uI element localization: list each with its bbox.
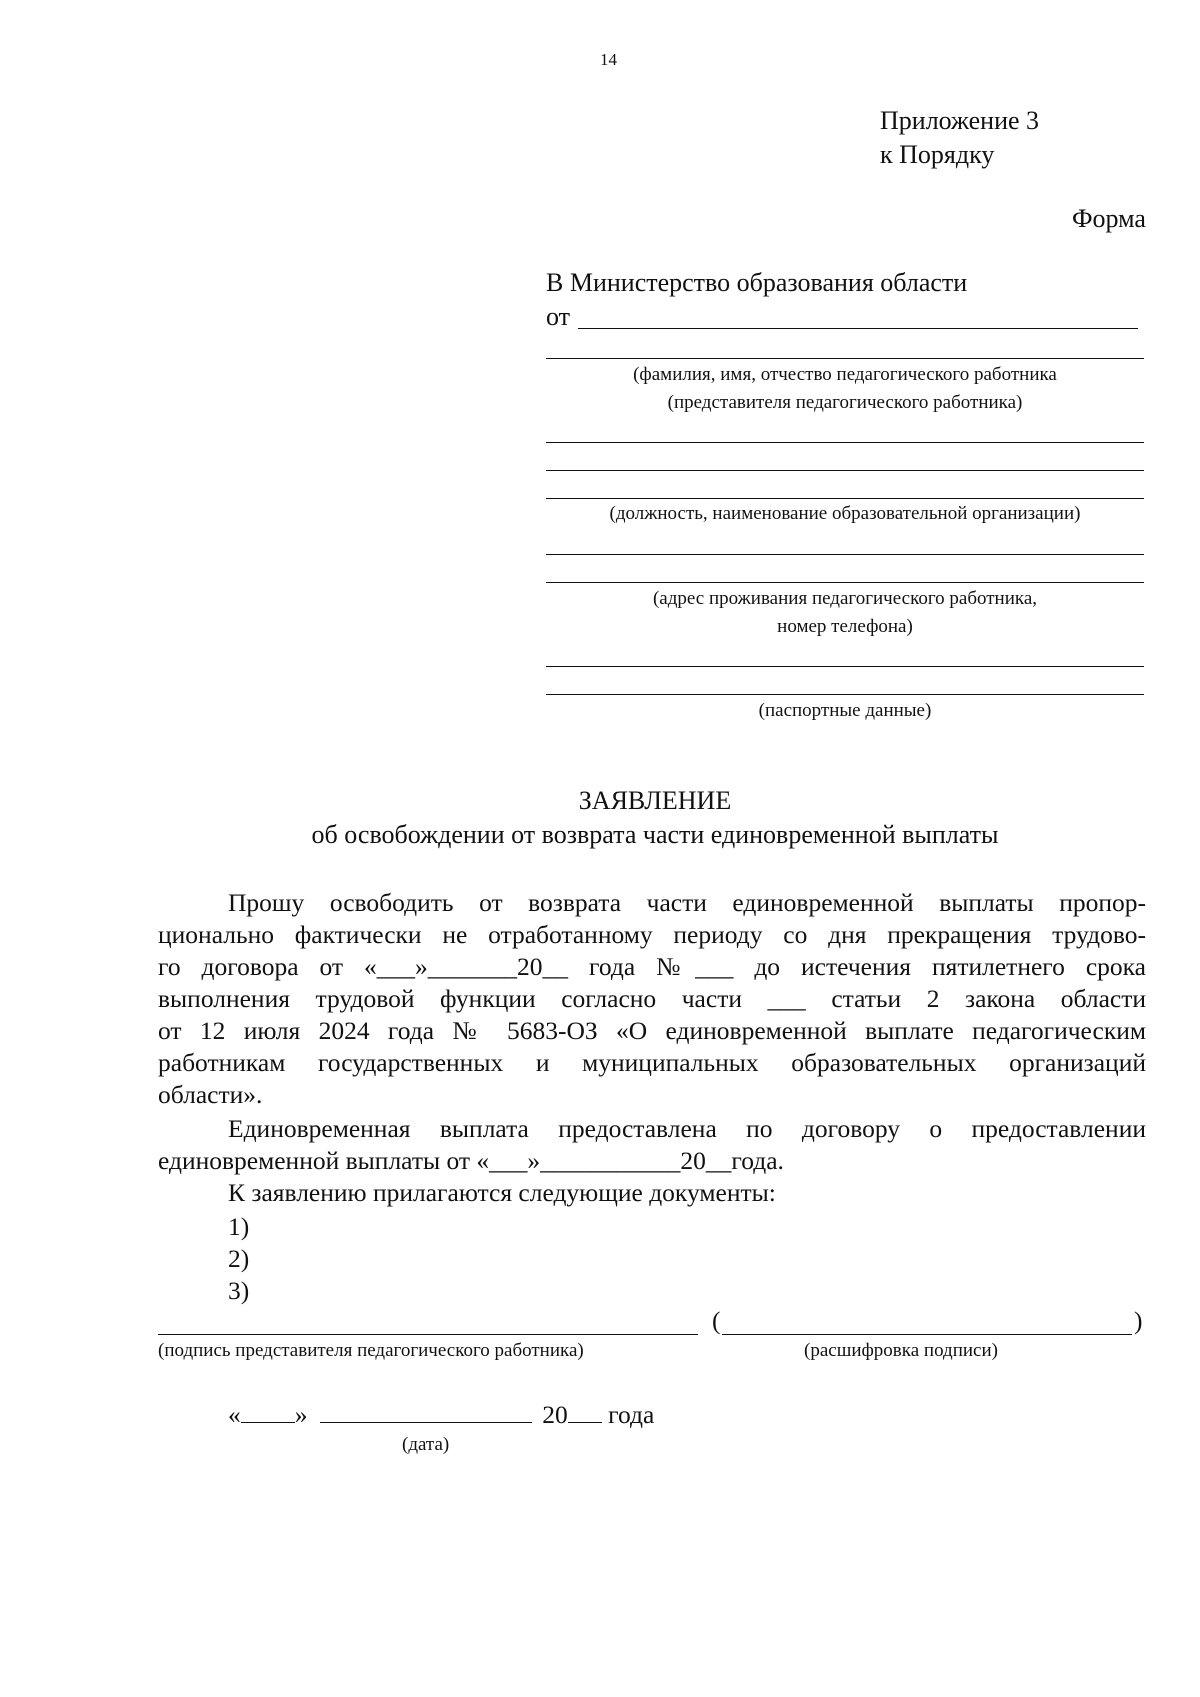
decode-close-paren: ) xyxy=(1134,1306,1143,1335)
position-line-3[interactable] xyxy=(546,498,1144,499)
page-number: 14 xyxy=(600,50,617,69)
date-year-word: года xyxy=(608,1400,655,1429)
from-prefix: от xyxy=(546,302,571,331)
caption-position: (должность, наименование образовательной организации) xyxy=(609,503,1081,524)
caption-address-1: (адрес проживания педагогического работника, xyxy=(652,588,1038,609)
paragraph-1-line-4: выполнения трудовой функции согласно части ___ статьи 2 закона области xyxy=(158,984,1146,1013)
paragraph-1-line-3: го договора от «___»_______20__ года №___ до истечения пятилетнего срока xyxy=(158,952,1146,981)
addressee-ministry: В Министерство образования области xyxy=(546,268,968,297)
date-year-prefix: 20 xyxy=(542,1400,568,1429)
caption-address-2: номер телефона) xyxy=(777,616,913,637)
name-line-2[interactable] xyxy=(546,358,1144,359)
appendix-line-2: к Порядку xyxy=(880,140,995,169)
paragraph-1-line-5: от 12 июля 2024 года № 5683-ОЗ «О единовременной выплате педагогическим xyxy=(158,1016,1146,1045)
paragraph-2-line-2: единовременной выплаты от «___»___________20__года. xyxy=(158,1146,784,1175)
document-subtitle: об освобождении от возврата части единовременной выплаты xyxy=(311,820,999,849)
paragraph-1-line-1: Прошу освободить от возврата части единовременной выплаты пропор- xyxy=(228,888,1146,917)
form-label: Форма xyxy=(1072,204,1146,233)
date-open-quote: « xyxy=(228,1400,241,1429)
address-line-1[interactable] xyxy=(546,554,1144,555)
signature-decode-line[interactable] xyxy=(722,1334,1132,1335)
caption-decode: (расшифровка подписи) xyxy=(804,1340,998,1361)
date-month-field[interactable] xyxy=(320,1400,532,1423)
paragraph-1-line-7: области». xyxy=(158,1080,263,1109)
date-close-quote: » xyxy=(294,1400,308,1429)
caption-date: (дата) xyxy=(402,1434,450,1455)
paragraph-1-line-6: работникам государственных и муниципальных образовательных организаций xyxy=(158,1048,1146,1077)
attachment-item-3: 3) xyxy=(228,1276,250,1305)
caption-passport: (паспортные данные) xyxy=(758,700,932,721)
caption-name-1: (фамилия, имя, отчество педагогического работника xyxy=(633,364,1057,385)
passport-line-2[interactable] xyxy=(546,694,1144,695)
appendix-line-1: Приложение 3 xyxy=(880,106,1040,135)
attachment-item-1: 1) xyxy=(228,1212,250,1241)
caption-signature: (подпись представителя педагогического работника) xyxy=(158,1340,584,1361)
attachment-item-2: 2) xyxy=(228,1244,250,1273)
position-line-2[interactable] xyxy=(546,470,1144,471)
position-line-1[interactable] xyxy=(546,442,1144,443)
caption-name-2: (представителя педагогического работника) xyxy=(667,392,1023,413)
signature-line[interactable] xyxy=(158,1334,698,1335)
date-day-field[interactable] xyxy=(241,1400,295,1423)
from-name-line[interactable] xyxy=(578,328,1138,329)
address-line-2[interactable] xyxy=(546,582,1144,583)
paragraph-1-line-2: ционально фактически не отработанному периоду со дня прекращения трудово- xyxy=(158,920,1146,949)
decode-open-paren: ( xyxy=(712,1306,721,1335)
date-row xyxy=(228,1400,654,1430)
paragraph-2-line-1: Единовременная выплата предоставлена по договору о предоставлении xyxy=(228,1114,1146,1143)
document-title: ЗАЯВЛЕНИЕ xyxy=(578,786,732,815)
date-year-field[interactable] xyxy=(568,1400,602,1423)
attachments-intro: К заявлению прилагаются следующие документы: xyxy=(228,1178,776,1207)
passport-line-1[interactable] xyxy=(546,666,1144,667)
